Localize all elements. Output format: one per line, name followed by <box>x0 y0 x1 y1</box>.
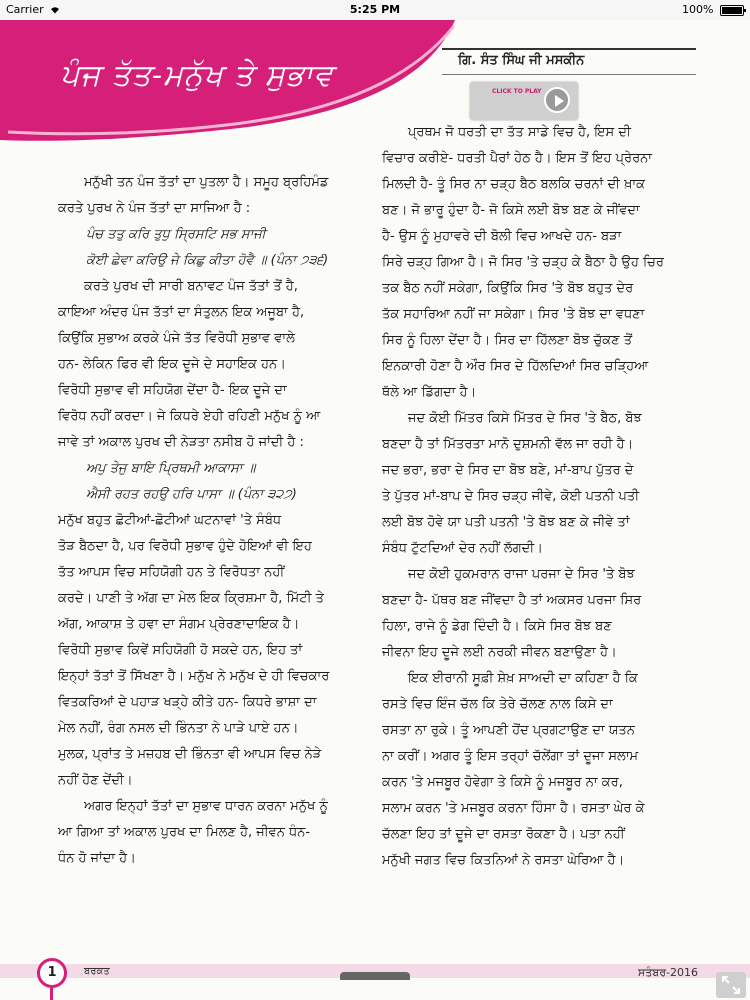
right-column <box>382 120 696 874</box>
left-line: ਮੁਲਕ, ਪ੍ਰਾਂਤ ਤੇ ਮਜ਼ਹਬ ਦੀ ਭਿੰਨਤਾ ਵੀ ਆਪਸ ਵਿਚ ਨੇੜੇ <box>58 747 322 762</box>
clock: 5:25 PM <box>349 3 401 16</box>
play-icon <box>544 87 570 113</box>
left-line: ਆ ਗਿਆ ਤਾਂ ਅਕਾਲ ਪੁਰਖ ਦਾ ਮਿਲਣ ਹੈ, ਜੀਵਨ ਧੰਨ- <box>58 825 311 840</box>
left-line: ਮਨੁੱਖ ਬਹੁਤ ਛੋਟੀਆਂ-ਛੋਟੀਆਂ ਘਟਨਾਵਾਂ 'ਤੇ ਸੰਬੰਧ <box>58 513 282 528</box>
page-number-badge: 1 <box>37 958 67 988</box>
status-bar <box>0 0 750 20</box>
left-line: ਵਿਰੋਧੀ ਸੁਭਾਵ ਵੀ ਸਹਿਯੋਗ ਦੇਂਦਾ ਹੈ- ਇਕ ਦੂਜੇ ਦਾ <box>58 383 287 398</box>
right-line: ਮਿਲਦੀ ਹੈ- ਤੂੰ ਸਿਰ ਨਾ ਚੜ੍ਹ ਬੈਠ ਬਲਕਿ ਚਰਨਾਂ ਦੀ ਖ਼ਾਕ <box>382 177 645 192</box>
author-name: ਗਿ. ਸੰਤ ਸਿੰਘ ਜੀ ਮਸਕੀਨ <box>458 53 585 68</box>
right-line: ਤਕ ਬੈਠ ਨਹੀਂ ਸਕੇਗਾ, ਕਿਉਂਕਿ ਸਿਰ 'ਤੇ ਬੋਝ ਬਹੁਤ ਦੇਰ <box>382 281 634 296</box>
right-line: ਸਿਰ ਨੂੰ ਹਿਲਾ ਦੇਂਦਾ ਹੈ। ਸਿਰ ਦਾ ਹਿੱਲਣਾ ਬੋਝ ਚੁੱਕਣ ਤੋਂ <box>382 333 633 348</box>
right-line: ਸਲਾਮ ਕਰਨ 'ਤੇ ਮਜਬੂਰ ਕਰਨਾ ਹਿੰਸਾ ਹੈ। ਰਸਤਾ ਘੇਰ ਕੇ <box>382 801 645 816</box>
right-line: ਜਦ ਕੋਈ ਮਿੱਤਰ ਕਿਸੇ ਮਿੱਤਰ ਦੇ ਸਿਰ 'ਤੇ ਬੈਠ, ਬੋਝ <box>408 411 642 426</box>
right-line: ਸੰਬੰਧ ਟੁੱਟਦਿਆਂ ਦੇਰ ਨਹੀਂ ਲੱਗਦੀ। <box>382 541 543 556</box>
right-line: ਨਾ ਕਰੀਂ। ਅਗਰ ਤੂੰ ਇਸ ਤਰ੍ਹਾਂ ਚੱਲੇਂਗਾ ਤਾਂ ਦੂਜਾ ਸਲਾਮ <box>382 749 639 764</box>
left-line: ਅਗਰ ਇਨ੍ਹਾਂ ਤੱਤਾਂ ਦਾ ਸੁਭਾਵ ਧਾਰਨ ਕਰਨਾ ਮਨੁੱਖ ਨੂੰ <box>84 799 328 814</box>
left-line: ਵਿਰੋਧ ਨਹੀਂ ਕਰਦਾ। ਜੇ ਕਿਧਰੇ ਏਹੀ ਰਹਿਣੀ ਮਨੁੱਖ ਨੂੰ ਆ <box>58 409 321 424</box>
verse-line: ਕੋਈ ਛੇਵਾ ਕਰਿਉ ਜੇ ਕਿਛੁ ਕੀਤਾ ਹੋਵੈ ॥ (ਪੰਨਾ ੭੩੬) <box>86 253 329 268</box>
right-line: ਰਸਤਾ ਨਾ ਰੁਕੇ। ਤੂੰ ਆਪਣੀ ਹੋਂਦ ਪ੍ਰਗਟਾਉਣ ਦਾ ਯਤਨ <box>382 723 635 738</box>
left-line: ਮੇਲ ਨਹੀਂ, ਰੰਗ ਨਸਲ ਦੀ ਭਿੰਨਤਾ ਨੇ ਪਾੜੇ ਪਾਏ ਹਨ। <box>58 721 299 736</box>
right-line: ਜੀਵਨਾ ਇਹ ਦੂਜੇ ਲਈ ਨਰਕੀ ਜੀਵਨ ਬਣਾਉਣਾ ਹੈ। <box>382 645 617 660</box>
left-line: ਧੰਨ ਹੋ ਜਾਂਦਾ ਹੈ। <box>58 851 136 866</box>
verse-line: ਅਪੁ ਤੇਜੁ ਬਾਇ ਪ੍ਰਿਥਮੀ ਆਕਾਸਾ ॥ <box>86 461 256 476</box>
left-line: ਕਰਦੇ। ਪਾਣੀ ਤੇ ਅੱਗ ਦਾ ਮੇਲ ਇਕ ਕ੍ਰਿਸ਼ਮਾ ਹੈ, ਮਿੱਟੀ ਤੇ <box>58 591 324 606</box>
play-label: CLICK TO PLAY <box>492 88 542 95</box>
fullscreen-button[interactable] <box>716 972 746 998</box>
issue-date: ਸਤੰਬਰ-2016 <box>637 966 698 979</box>
left-line: ਵਿਰੋਧੀ ਸੁਭਾਵ ਕਿਵੇਂ ਸਹਿਯੋਗੀ ਹੋ ਸਕਦੇ ਹਨ, ਇਹ ਤਾਂ <box>58 643 303 658</box>
right-line: ਇਕ ਈਰਾਨੀ ਸੂਫ਼ੀ ਸ਼ੇਖ਼ ਸਾਅਦੀ ਦਾ ਕਹਿਣਾ ਹੈ ਕਿ <box>408 671 638 686</box>
left-column <box>58 170 370 872</box>
left-line: ਹਨ- ਲੇਕਿਨ ਫਿਰ ਵੀ ਇਕ ਦੂਜੇ ਦੇ ਸਹਾਇਕ ਹਨ। <box>58 357 286 372</box>
right-line: ਮਨੁੱਖੀ ਜਗਤ ਵਿਚ ਕਿਤਨਿਆਂ ਨੇ ਰਸਤਾ ਘੇਰਿਆ ਹੈ। <box>382 853 625 868</box>
right-line: ਪ੍ਰਥਮ ਜੋ ਧਰਤੀ ਦਾ ਤੱਤ ਸਾਡੇ ਵਿਚ ਹੈ, ਇਸ ਦੀ <box>408 125 631 140</box>
magazine-page <box>0 20 750 1000</box>
right-line: ਬਣ। ਜੋ ਭਾਰੂ ਹੁੰਦਾ ਹੈ- ਜੋ ਕਿਸੇ ਲਈ ਬੋਝ ਬਣ ਕੇ ਜੀਂਵਦਾ <box>382 203 640 218</box>
right-line: ਥੱਲੇ ਆ ਡਿੱਗਦਾ ਹੈ। <box>382 385 477 400</box>
right-line: ਹੈ- ਉਸ ਨੂੰ ਮੁਹਾਵਰੇ ਦੀ ਬੋਲੀ ਵਿਚ ਆਖਦੇ ਹਨ- ਬੜਾ <box>382 229 622 244</box>
right-line: ਰਸਤੇ ਵਿਚ ਇੰਜ ਚੱਲ ਕਿ ਤੇਰੇ ਚੱਲਣ ਨਾਲ ਕਿਸੇ ਦਾ <box>382 697 613 712</box>
left-line: ਤੋੜ ਬੈਠਦਾ ਹੈ, ਪਰ ਵਿਰੋਧੀ ਸੁਭਾਵ ਹੁੰਦੇ ਹੋਇਆਂ ਵੀ ਇਹ <box>58 539 312 554</box>
page-marker-stem <box>50 988 53 1000</box>
right-line: ਸਿਰੇ ਚੜ੍ਹ ਗਿਆ ਹੈ। ਜੋ ਸਿਰ 'ਤੇ ਚੜ੍ਹ ਕੇ ਬੈਠਾ ਹੈ ਉਹ ਚਿਰ <box>382 255 664 270</box>
right-line: ਕਰਨ 'ਤੇ ਮਜਬੂਰ ਹੋਵੇਗਾ ਤੇ ਕਿਸੇ ਨੂੰ ਮਜਬੂਰ ਨਾ ਕਰ, <box>382 775 623 790</box>
left-line: ਕਰਤੇ ਪੁਰਖ ਨੇ ਪੰਜ ਤੱਤਾਂ ਦਾ ਸਾਜਿਆ ਹੈ : <box>58 201 251 216</box>
right-line: ਬਣਦਾ ਹੈ- ਪੱਥਰ ਬਣ ਜੀਂਵਦਾ ਹੈ ਤਾਂ ਅਕਸਰ ਪਰਜਾ ਸਿਰ <box>382 593 642 608</box>
left-line: ਨਹੀਂ ਹੋਣ ਦੇਂਦੀ। <box>58 773 133 788</box>
right-line: ਤੱਕ ਸਹਾਰਿਆ ਨਹੀਂ ਜਾ ਸਕੇਗਾ। ਸਿਰ 'ਤੇ ਬੋਝ ਦਾ ਵਧਣਾ <box>382 307 645 322</box>
left-line: ਕਰਤੇ ਪੁਰਖ ਦੀ ਸਾਰੀ ਬਨਾਵਟ ਪੰਜ ਤੱਤਾਂ ਤੋਂ ਹੈ, <box>84 279 298 294</box>
right-line: ਜਦ ਕੋਈ ਹੁਕਮਰਾਨ ਰਾਜਾ ਪਰਜਾ ਦੇ ਸਿਰ 'ਤੇ ਬੋਝ <box>408 567 635 582</box>
right-line: ਲਈ ਬੋਝ ਹੋਵੇ ਯਾ ਪਤੀ ਪਤਨੀ 'ਤੇ ਬੋਝ ਬਣ ਕੇ ਜੀਵੇ ਤਾਂ <box>382 515 630 530</box>
audio-play-button[interactable] <box>470 82 578 120</box>
battery-icon <box>720 5 744 16</box>
magazine-name: ਬਰਕਤ <box>84 966 110 977</box>
left-line: ਕਾਇਆ ਅੰਦਰ ਪੰਜ ਤੱਤਾਂ ਦਾ ਸੰਤੁਲਨ ਇਕ ਅਜੂਬਾ ਹੈ, <box>58 305 305 320</box>
battery-percent: 100% <box>682 3 714 16</box>
right-line: ਵਿਚਾਰ ਕਰੀਏ- ਧਰਤੀ ਪੈਰਾਂ ਹੇਠ ਹੈ। ਇਸ ਤੋਂ ਇਹ ਪ੍ਰੇਰਨਾ <box>382 151 653 166</box>
left-line: ਅੱਗ, ਆਕਾਸ਼ ਤੇ ਹਵਾ ਦਾ ਸੰਗਮ ਪ੍ਰੇਰਣਾਦਾਇਕ ਹੈ। <box>58 617 300 632</box>
verse-line: ਐਸੀ ਰਹਤ ਰਹਉ ਹਰਿ ਪਾਸਾ ॥ (ਪੰਨਾ ੩੨੭) <box>86 487 297 502</box>
expand-icon <box>721 975 741 995</box>
left-line: ਵਿਤਕਰਿਆਂ ਦੇ ਪਹਾੜ ਖੜ੍ਹੇ ਕੀਤੇ ਹਨ- ਕਿਧਰੇ ਭਾਸ਼ਾ ਦਾ <box>58 695 317 710</box>
left-line: ਕਿਉਂਕਿ ਸੁਭਾਅ ਕਰਕੇ ਪੰਜੇ ਤੱਤ ਵਿਰੋਧੀ ਸੁਭਾਵ ਵਾਲੇ <box>58 331 295 346</box>
right-line: ਬਣਦਾ ਹੈ ਤਾਂ ਮਿੱਤਰਤਾ ਮਾਨੋ ਦੁਸ਼ਮਨੀ ਵੱਲ ਜਾ ਰਹੀ ਹੈ। <box>382 437 634 452</box>
verse-line: ਪੰਚ ਤਤੁ ਕਰਿ ਤੁਧੁ ਸ੍ਰਿਸਟਿ ਸਭ ਸਾਜੀ <box>86 227 266 242</box>
carrier-label: Carrier <box>6 3 44 16</box>
left-line: ਇਨ੍ਹਾਂ ਤੱਤਾਂ ਤੋਂ ਸਿੱਖਣਾ ਹੈ। ਮਨੁੱਖ ਨੇ ਮਨੁੱਖ ਦੇ ਹੀ ਵਿਚਕਾਰ <box>58 669 330 684</box>
right-line: ਹਿਲਾ, ਰਾਜੇ ਨੂੰ ਡੇਗ ਦਿੰਦੀ ਹੈ। ਕਿਸੇ ਸਿਰ ਬੋਝ ਬਣ <box>382 619 612 634</box>
bottom-drawer-handle[interactable] <box>340 972 410 980</box>
left-line: ਮਨੁੱਖੀ ਤਨ ਪੰਜ ਤੱਤਾਂ ਦਾ ਪੁਤਲਾ ਹੈ। ਸਮੂਹ ਬ੍ਰਹਿਮੰਡ <box>84 175 329 190</box>
right-line: ਜਦ ਭਰਾ, ਭਰਾ ਦੇ ਸਿਰ ਦਾ ਬੋਝ ਬਣੇ, ਮਾਂ-ਬਾਪ ਪੁੱਤਰ ਦੇ <box>382 463 634 478</box>
left-line: ਜਾਵੇ ਤਾਂ ਅਕਾਲ ਪੁਰਖ ਦੀ ਨੇੜਤਾ ਨਸੀਬ ਹੋ ਜਾਂਦੀ ਹੈ : <box>58 435 304 450</box>
right-line: ਇਨਕਾਰੀ ਹੋਣਾ ਹੈ ਔਰ ਸਿਰ ਦੇ ਹਿੱਲਦਿਆਂ ਸਿਰ ਚੜ੍ਹਿਆ <box>382 359 649 374</box>
article-title: ਪੰਜ ਤੱਤ-ਮਨੁੱਖ ਤੇ ਸੁਭਾਵ <box>60 58 334 93</box>
battery-indicator <box>682 3 744 16</box>
left-line: ਤੱਤ ਆਪਸ ਵਿਚ ਸਹਿਯੋਗੀ ਹਨ ਤੇ ਵਿਰੋਧਤਾ ਨਹੀਂ <box>58 565 285 580</box>
right-line: ਤੇ ਪੁੱਤਰ ਮਾਂ-ਬਾਪ ਦੇ ਸਿਰ ਚੜ੍ਹ ਜੀਵੇ, ਕੋਈ ਪਤਨੀ ਪਤੀ <box>382 489 640 504</box>
right-line: ਚੱਲਣਾ ਇਹ ਤਾਂ ਦੂਜੇ ਦਾ ਰਸਤਾ ਰੋਕਣਾ ਹੈ। ਪਤਾ ਨਹੀਂ <box>382 827 625 842</box>
